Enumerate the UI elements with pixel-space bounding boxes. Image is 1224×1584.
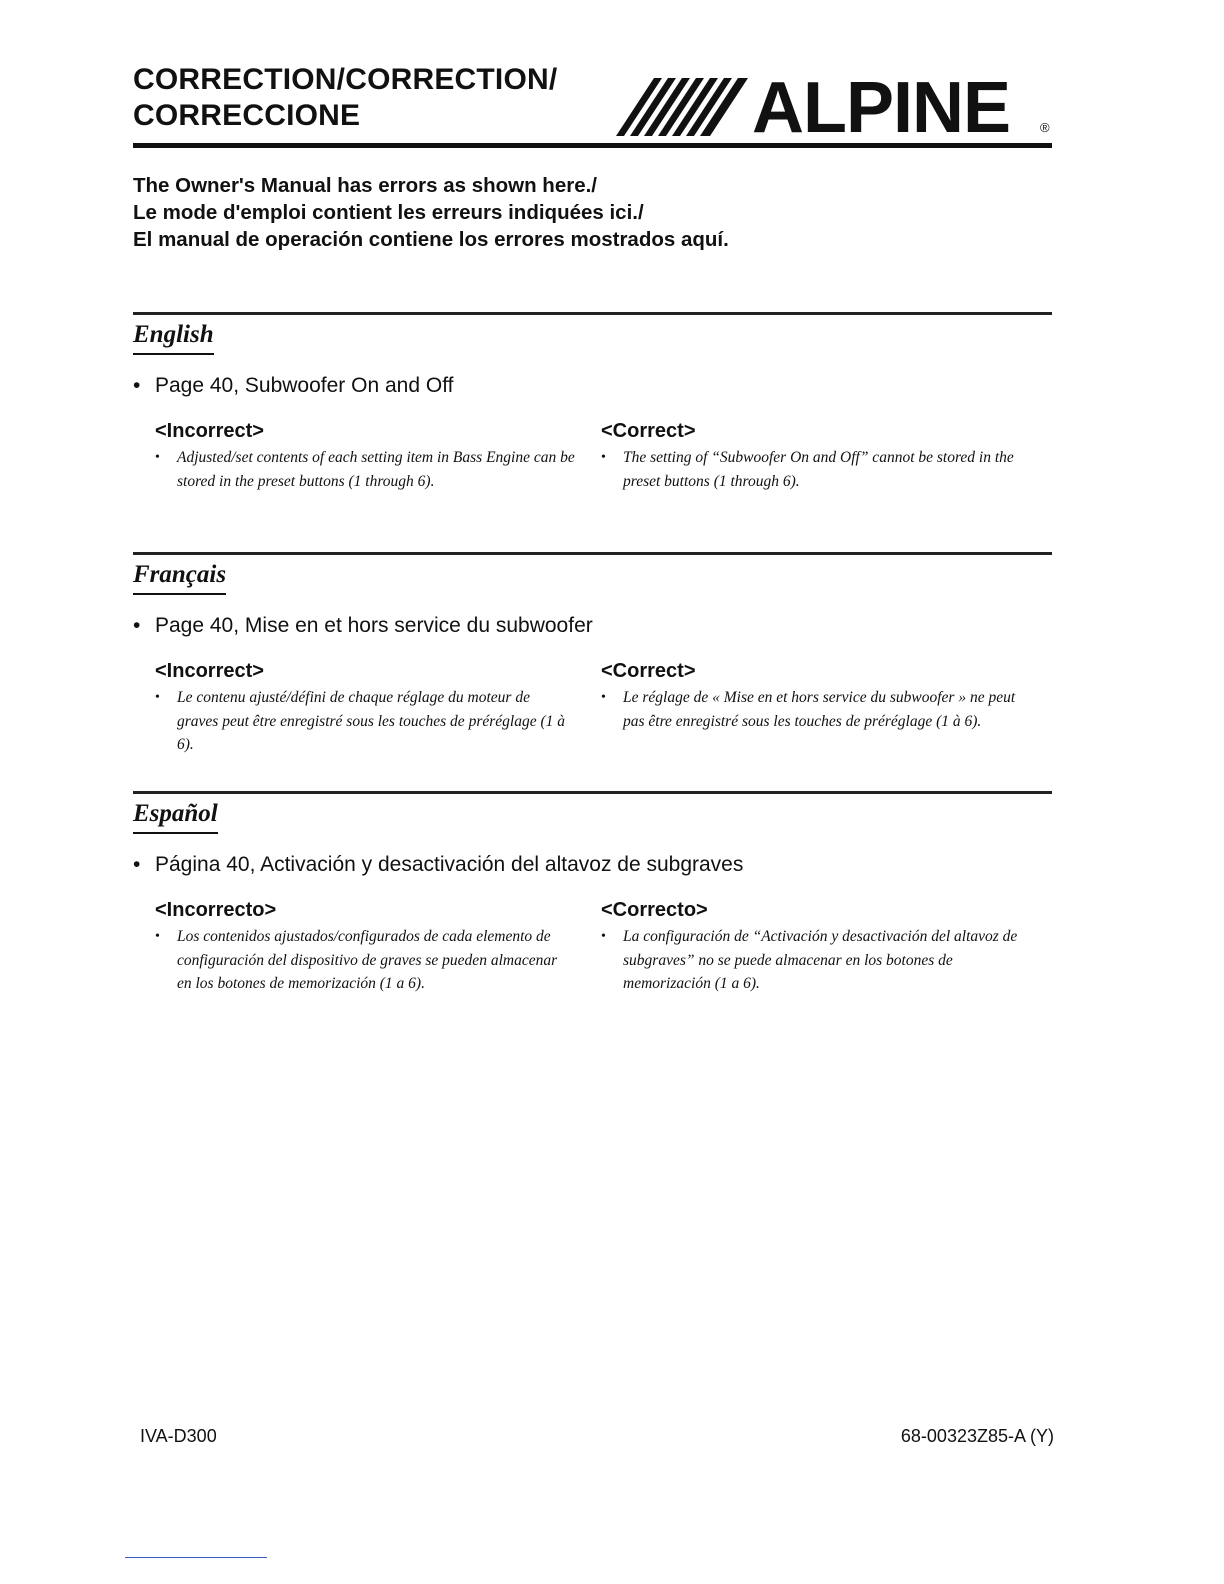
page-reference xyxy=(133,612,593,640)
bullet-icon: • xyxy=(601,450,606,465)
page-reference-text: Page 40, Subwoofer On and Off xyxy=(155,374,454,397)
correct-label: <Correcto> xyxy=(601,899,708,921)
incorrect-column xyxy=(155,658,575,757)
incorrect-column xyxy=(155,897,575,996)
page-reference-text: Página 40, Activación y desactivación del altavoz de subgraves xyxy=(155,853,744,876)
incorrect-text: Los contenidos ajustados/configurados de cada elemento de configuración del dispositivo de graves se pueden almacenar en los botones de memorización (1 a 6). xyxy=(177,928,558,992)
incorrect-text: Adjusted/set contents of each setting item in Bass Engine can be stored in the preset buttons (1 through 6). xyxy=(177,449,575,490)
alpine-logo xyxy=(612,62,1062,138)
incorrect-column xyxy=(155,418,575,493)
correct-text: The setting of “Subwoofer On and Off” cannot be stored in the preset buttons (1 through 6). xyxy=(623,449,1014,490)
incorrect-item xyxy=(155,686,575,757)
correct-item xyxy=(601,686,1031,733)
correct-column xyxy=(601,658,1031,733)
document-title xyxy=(133,62,557,134)
bullet-icon: • xyxy=(601,929,606,944)
incorrect-text: Le contenu ajusté/défini de chaque réglage du moteur de graves peut être enregistré sous les touches de préréglage (1 à 6). xyxy=(177,689,565,753)
bullet-icon: • xyxy=(133,374,141,397)
part-number: 68-00323Z85-A (Y) xyxy=(900,1426,1054,1446)
section-rule xyxy=(133,312,1052,315)
page-reference xyxy=(133,851,743,879)
bullet-icon: • xyxy=(155,690,160,705)
bullet-icon: • xyxy=(133,614,141,637)
bullet-icon: • xyxy=(155,929,160,944)
incorrect-label: <Incorrect> xyxy=(155,420,264,442)
logo-text: ALPINE xyxy=(752,68,1011,138)
page-reference xyxy=(133,372,453,400)
intro-line-en: The Owner's Manual has errors as shown here./ xyxy=(133,174,597,197)
registered-mark: ® xyxy=(1040,120,1050,135)
incorrect-label: <Incorrecto> xyxy=(155,899,277,921)
intro-line-es: El manual de operación contiene los errores mostrados aquí. xyxy=(133,228,729,251)
title-line-1: CORRECTION/CORRECTION/ xyxy=(133,63,558,96)
section-title: Français xyxy=(133,558,226,595)
incorrect-item xyxy=(155,446,575,493)
correct-item xyxy=(601,925,1031,996)
correct-text: Le réglage de « Mise en et hors service du subwoofer » ne peut pas être enregistré sous les touches de préréglage (1 à 6). xyxy=(623,689,1016,730)
correct-label: <Correct> xyxy=(601,420,696,442)
bullet-icon: • xyxy=(601,690,606,705)
header-rule xyxy=(133,143,1052,148)
page-reference-text: Page 40, Mise en et hors service du subwoofer xyxy=(155,614,593,637)
bullet-icon: • xyxy=(133,853,141,876)
bullet-icon: • xyxy=(155,450,160,465)
section-title: English xyxy=(133,318,214,355)
section-rule xyxy=(133,552,1052,555)
section-rule xyxy=(133,791,1052,794)
title-line-2: CORRECCIONE xyxy=(133,99,361,132)
correct-column xyxy=(601,418,1031,493)
section-title: Español xyxy=(133,797,218,834)
incorrect-item xyxy=(155,925,575,996)
model-number: IVA-D300 xyxy=(140,1426,217,1446)
incorrect-label: <Incorrect> xyxy=(155,660,264,682)
correct-column xyxy=(601,897,1031,996)
correct-item xyxy=(601,446,1031,493)
correct-text: La configuración de “Activación y desactivación del altavoz de subgraves” no se puede almacenar en los botones de memorización (1 a 6). xyxy=(623,928,1018,992)
bottom-link-underline xyxy=(125,1557,267,1558)
intro-line-fr: Le mode d'emploi contient les erreurs indiquées ici./ xyxy=(133,201,644,224)
correct-label: <Correct> xyxy=(601,660,696,682)
intro-notice xyxy=(133,172,729,253)
